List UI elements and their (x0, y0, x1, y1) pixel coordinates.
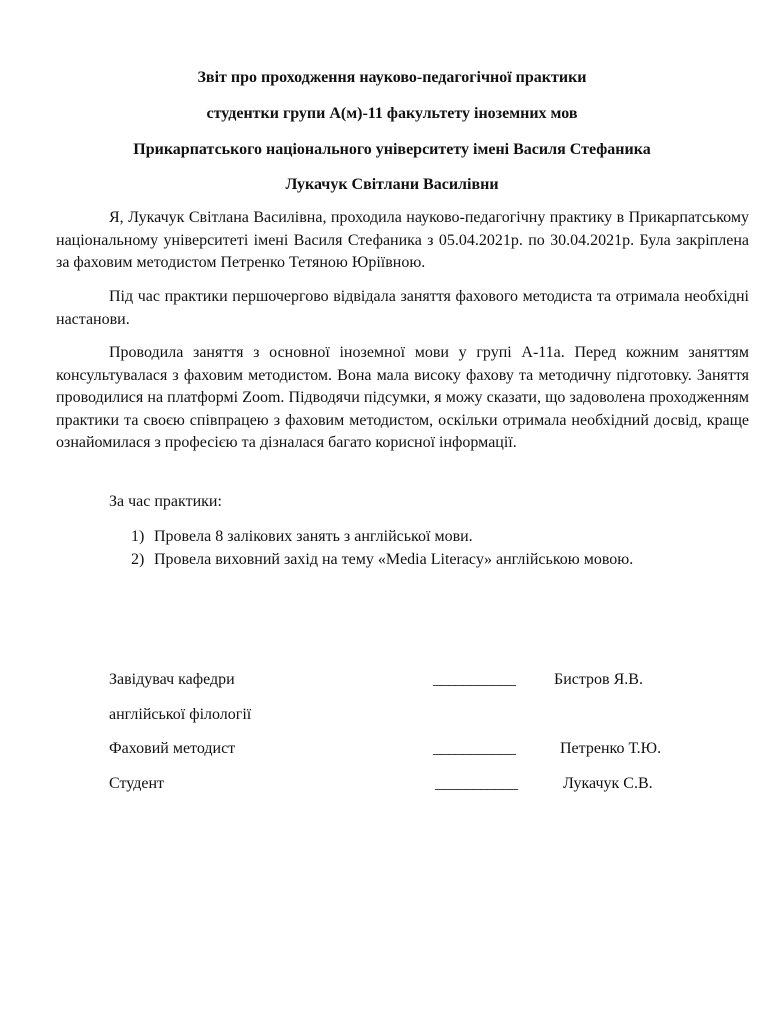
methodist-signature-line: ___________ (433, 740, 516, 757)
student-signature-line: ___________ (435, 775, 518, 792)
paragraph-teaching-summary: Проводила заняття з основної іноземної мови у групі А-11а. Перед кожним заняттям консультувалася з фаховим методистом. Вона мала високу фахову та методичну підготовку. Заняття проводилися на платформі Zoom. Підводячи підсумки, я можу сказати, що задоволена проходженням практики та своєю співпрацею з фаховим методистом, оскільки отримала необхідний досвід, краще ознайомилася з професією та дізналася багато корисної інформації. (56, 344, 749, 451)
list-item-number: 1) (131, 528, 145, 545)
head-signature-line: ___________ (433, 671, 516, 688)
student-label: Студент (109, 775, 165, 792)
report-subtitle-group: студентки групи А(м)-11 факультету іноземних мов (206, 105, 578, 122)
report-subtitle-university: Прикарпатського національного університету імені Василя Стефаника (133, 141, 651, 158)
student-name-heading: Лукачук Світлани Василівни (285, 176, 499, 193)
paragraph-practice-info: Я, Лукачук Світлана Василівна, проходила науково-педагогічну практику в Прикарпатському національному університеті імені Василя Стефаника з 05.04.2021р. по 30.04.2021р. Була закріплена за фаховим методистом Петренко Тетяною Юріївною. (56, 209, 749, 271)
achievements-list (131, 525, 633, 571)
paragraph-first-steps: Під час практики першочергово відвідала заняття фахового методиста та отримала необхідні настанови. (56, 288, 749, 328)
list-item-number: 2) (131, 551, 145, 568)
methodist-label: Фаховий методист (109, 740, 236, 757)
list-item (131, 548, 633, 571)
head-of-department-label: Завідувач кафедри (109, 671, 235, 688)
list-item-text: Провела виховний захід на тему «Media Literacy» англійською мовою. (154, 551, 634, 568)
list-item (131, 525, 633, 548)
report-title: Звіт про проходження науково-педагогічної практики (197, 69, 587, 86)
department-name-label: англійської філології (109, 706, 252, 723)
list-item-text: Провела 8 залікових занять з англійської мови. (154, 528, 473, 545)
list-intro: За час практики: (109, 493, 222, 510)
student-name: Лукачук С.В. (563, 775, 653, 792)
head-name: Бистров Я.В. (554, 671, 643, 688)
methodist-name: Петренко Т.Ю. (560, 740, 662, 757)
